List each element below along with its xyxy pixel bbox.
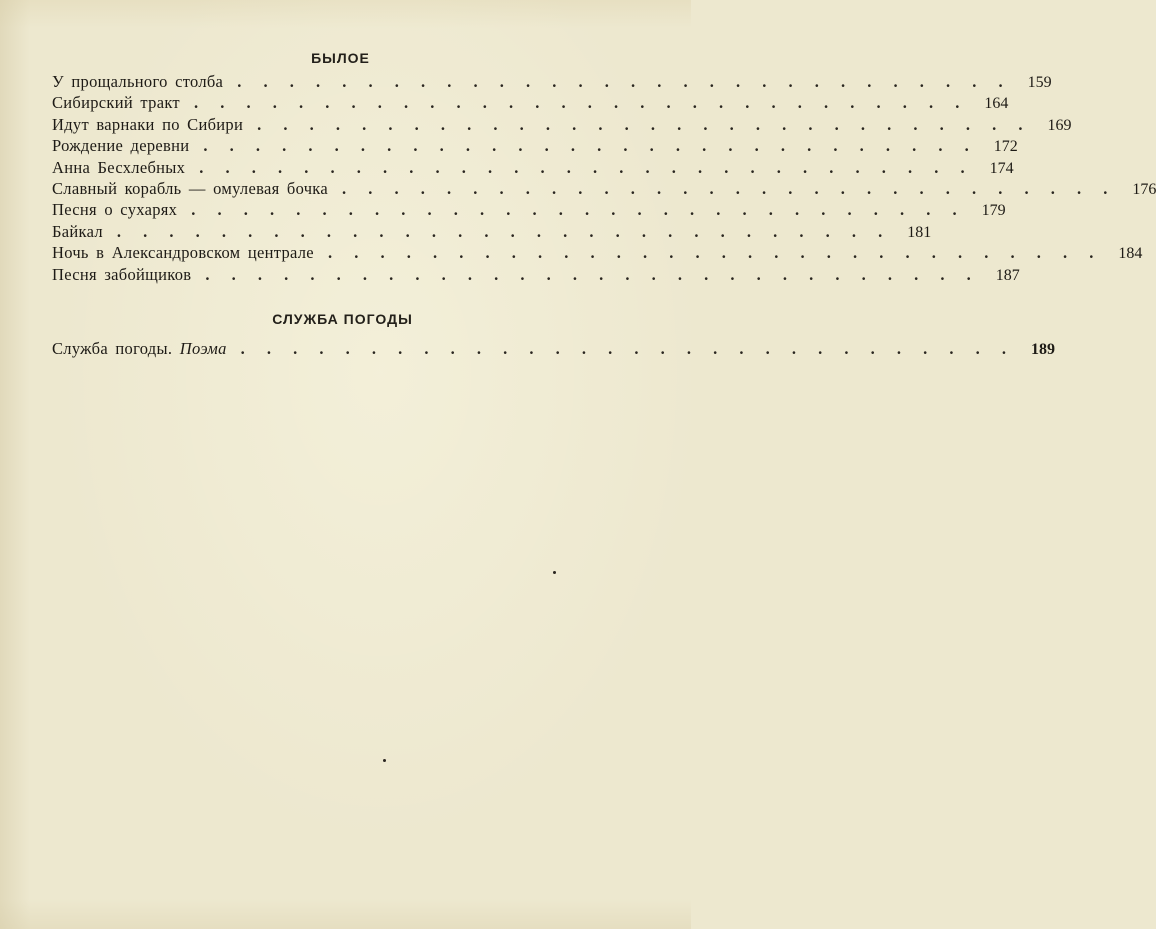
toc-entry-page: 169	[1047, 116, 1072, 134]
dot-leader: . . . . . . . . . . . . . . . . . . . . . . . . . . . . . .	[342, 178, 1117, 198]
toc-entry	[52, 178, 1156, 199]
table-of-contents-byloe	[52, 71, 1156, 285]
toc-entry-page: 189	[1031, 341, 1056, 358]
toc-entry-title: Песня о сухарях	[52, 200, 178, 220]
dot-leader: . . . . . . . . . . . . . . . . . . . . . . . . . . . . . .	[240, 339, 1016, 358]
toc-entry-page: 179	[981, 202, 1006, 220]
dot-leader: . . . . . . . . . . . . . . . . . . . . . . . . . . . . . .	[193, 93, 969, 113]
dot-leader: . . . . . . . . . . . . . . . . . . . . . . . . . . . . . .	[203, 136, 978, 156]
toc-entry-page: 159	[1027, 74, 1052, 91]
toc-entry	[52, 92, 1009, 113]
toc-entry	[52, 242, 1143, 263]
toc-entry-title: Песня забойщиков	[52, 264, 192, 284]
dot-leader: . . . . . . . . . . . . . . . . . . . . . . . . . . . . . .	[237, 72, 1012, 91]
toc-entry	[52, 264, 1020, 285]
section-title-sluzhba-pogody: СЛУЖБА ПОГОДЫ	[272, 311, 413, 327]
toc-entry-page: 174	[989, 159, 1014, 177]
table-of-contents-sluzhba-pogody	[52, 338, 1056, 359]
toc-entry-title: У прощального столба	[52, 72, 224, 91]
dot-leader: . . . . . . . . . . . . . . . . . . . . . . . . . . . . . .	[199, 157, 974, 177]
toc-entry-page: 181	[907, 223, 932, 241]
dot-leader: . . . . . . . . . . . . . . . . . . . . . . . . . . . . . .	[116, 221, 892, 241]
toc-entry-title: Сибирский тракт	[52, 93, 180, 113]
toc-entry-genre: Поэма	[179, 339, 227, 358]
toc-entry	[52, 199, 1006, 220]
toc-entry-title: Байкал	[52, 221, 103, 241]
toc-entry-page: 172	[993, 138, 1018, 156]
toc-entry-title: Идут варнаки по Сибири	[52, 114, 244, 134]
toc-entry-page: 184	[1118, 245, 1143, 263]
toc-entry-title: Славный корабль — омулевая бочка	[52, 178, 328, 198]
toc-entry	[52, 135, 1018, 156]
dot-leader: . . . . . . . . . . . . . . . . . . . . . . . . . . . . . .	[205, 264, 980, 284]
toc-entry-title-main: Служба погоды.	[52, 339, 173, 358]
toc-entry-page: 164	[984, 95, 1009, 113]
section-title-byloe: БЫЛОЕ	[311, 50, 370, 66]
toc-entry	[52, 157, 1014, 178]
toc-entry	[52, 114, 1072, 135]
toc-entry	[52, 71, 1052, 92]
toc-entry	[52, 221, 932, 242]
dot-leader: . . . . . . . . . . . . . . . . . . . . . . . . . . . . . .	[327, 243, 1103, 263]
toc-entry-page: 187	[995, 266, 1020, 284]
toc-entry-page: 176	[1132, 180, 1156, 198]
toc-entry-title: Анна Бесхлебных	[52, 157, 186, 177]
toc-entry-title: Ночь в Александровском централе	[52, 243, 314, 263]
dot-leader: . . . . . . . . . . . . . . . . . . . . . . . . . . . . . .	[257, 114, 1032, 134]
dot-leader: . . . . . . . . . . . . . . . . . . . . . . . . . . . . . .	[191, 200, 966, 220]
paper-speck	[553, 571, 556, 574]
paper-speck	[383, 759, 386, 762]
toc-entry-title: Рождение деревни	[52, 136, 190, 156]
toc-entry	[52, 338, 1056, 359]
toc-entry-title	[52, 338, 227, 359]
